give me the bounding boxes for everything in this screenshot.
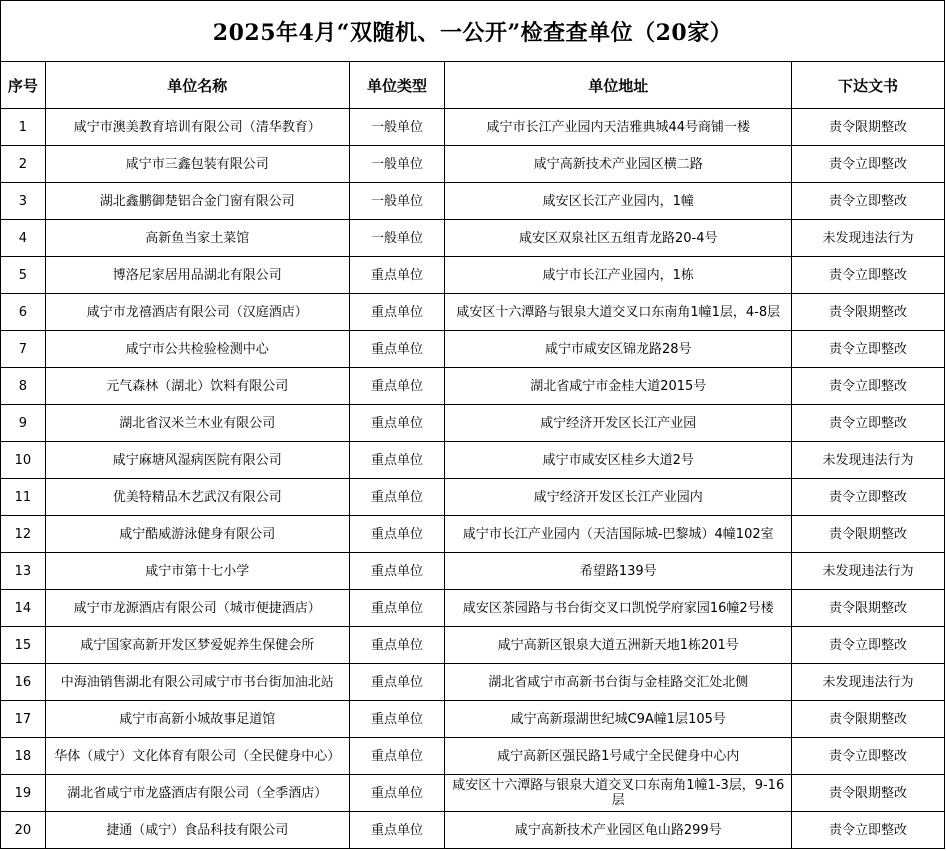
cell-unit-type: 重点单位 [349,257,445,294]
cell-unit-type: 一般单位 [349,146,445,183]
table-row [1,516,945,553]
cell-unit-type: 重点单位 [349,664,445,701]
cell-no: 10 [1,442,46,479]
cell-document: 责令立即整改 [792,479,945,516]
cell-document: 责令限期整改 [792,775,945,812]
table-row [1,294,945,331]
cell-unit-type: 一般单位 [349,183,445,220]
header-name: 单位名称 [45,62,349,109]
table-row [1,368,945,405]
cell-unit-type: 一般单位 [349,220,445,257]
cell-document: 责令立即整改 [792,257,945,294]
table-row [1,220,945,257]
cell-no: 9 [1,405,46,442]
cell-unit-type: 重点单位 [349,590,445,627]
cell-unit-type: 一般单位 [349,109,445,146]
title-row [1,1,945,62]
cell-document: 责令立即整改 [792,627,945,664]
table-row [1,553,945,590]
cell-document: 未发现违法行为 [792,553,945,590]
cell-no: 12 [1,516,46,553]
table-row [1,590,945,627]
cell-address: 咸宁高新技术产业园区横二路 [445,146,792,183]
cell-address: 咸宁市咸安区锦龙路28号 [445,331,792,368]
cell-unit-type: 重点单位 [349,812,445,849]
table-row [1,812,945,849]
cell-address: 希望路139号 [445,553,792,590]
cell-no: 4 [1,220,46,257]
cell-unit-name: 优美特精品木艺武汉有限公司 [45,479,349,516]
cell-unit-name: 中海油销售湖北有限公司咸宁市书台街加油北站 [45,664,349,701]
cell-address: 咸安区十六潭路与银泉大道交叉口东南角1幢1-3层，9-16层 [445,775,792,812]
cell-address: 湖北省咸宁市高新书台街与金桂路交汇处北侧 [445,664,792,701]
header-row [1,62,945,109]
cell-document: 责令限期整改 [792,590,945,627]
cell-no: 13 [1,553,46,590]
cell-address: 咸宁经济开发区长江产业园 [445,405,792,442]
cell-unit-name: 咸宁市公共检验检测中心 [45,331,349,368]
cell-unit-name: 咸宁酷威游泳健身有限公司 [45,516,349,553]
cell-address: 咸宁市咸安区桂乡大道2号 [445,442,792,479]
cell-address: 湖北省咸宁市金桂大道2015号 [445,368,792,405]
cell-unit-name: 咸宁市澳美教育培训有限公司（清华教育） [45,109,349,146]
cell-document: 责令立即整改 [792,183,945,220]
table-row [1,183,945,220]
cell-document: 责令立即整改 [792,405,945,442]
cell-address: 咸宁高新区银泉大道五洲新天地1栋201号 [445,627,792,664]
cell-address: 咸安区双泉社区五组青龙路20-4号 [445,220,792,257]
cell-document: 责令限期整改 [792,701,945,738]
cell-document: 未发现违法行为 [792,442,945,479]
cell-unit-type: 重点单位 [349,775,445,812]
table-row [1,257,945,294]
cell-no: 8 [1,368,46,405]
cell-unit-name: 咸宁市龙源酒店有限公司（城市便捷酒店） [45,590,349,627]
cell-address: 咸安区茶园路与书台街交叉口凯悦学府家园16幢2号楼 [445,590,792,627]
cell-no: 5 [1,257,46,294]
cell-no: 2 [1,146,46,183]
table-row [1,331,945,368]
table-row [1,405,945,442]
cell-no: 20 [1,812,46,849]
cell-unit-name: 元气森林（湖北）饮料有限公司 [45,368,349,405]
cell-address: 咸安区长江产业园内，1幢 [445,183,792,220]
cell-unit-name: 华体（咸宁）文化体育有限公司（全民健身中心） [45,738,349,775]
cell-unit-type: 重点单位 [349,405,445,442]
cell-no: 15 [1,627,46,664]
table-body [1,109,945,849]
cell-unit-name: 湖北省咸宁市龙盛酒店有限公司（全季酒店） [45,775,349,812]
header-address: 单位地址 [445,62,792,109]
cell-unit-name: 咸宁市第十七小学 [45,553,349,590]
cell-no: 17 [1,701,46,738]
cell-unit-name: 咸宁市龙禧酒店有限公司（汉庭酒店） [45,294,349,331]
cell-document: 责令限期整改 [792,516,945,553]
cell-unit-type: 重点单位 [349,701,445,738]
cell-unit-type: 重点单位 [349,516,445,553]
cell-document: 责令限期整改 [792,109,945,146]
cell-address: 咸宁高新璟湖世纪城C9A幢1层105号 [445,701,792,738]
cell-unit-type: 重点单位 [349,553,445,590]
header-no: 序号 [1,62,46,109]
header-document: 下达文书 [792,62,945,109]
cell-unit-name: 博洛尼家居用品湖北有限公司 [45,257,349,294]
cell-document: 责令立即整改 [792,812,945,849]
cell-unit-name: 咸宁市高新小城故事足道馆 [45,701,349,738]
cell-no: 19 [1,775,46,812]
cell-address: 咸宁经济开发区长江产业园内 [445,479,792,516]
table-row [1,109,945,146]
table-row [1,479,945,516]
cell-address: 咸宁市长江产业园内天洁雅典城44号商铺一楼 [445,109,792,146]
cell-address: 咸宁高新技术产业园区龟山路299号 [445,812,792,849]
cell-unit-name: 咸宁市三鑫包装有限公司 [45,146,349,183]
cell-unit-name: 咸宁麻塘风湿病医院有限公司 [45,442,349,479]
cell-document: 未发现违法行为 [792,664,945,701]
cell-unit-type: 重点单位 [349,331,445,368]
cell-no: 18 [1,738,46,775]
cell-unit-type: 重点单位 [349,738,445,775]
header-type: 单位类型 [349,62,445,109]
cell-unit-type: 重点单位 [349,442,445,479]
cell-no: 11 [1,479,46,516]
cell-unit-type: 重点单位 [349,479,445,516]
cell-address: 咸安区十六潭路与银泉大道交叉口东南角1幢1层，4-8层 [445,294,792,331]
cell-document: 未发现违法行为 [792,220,945,257]
cell-document: 责令立即整改 [792,331,945,368]
cell-unit-name: 捷通（咸宁）食品科技有限公司 [45,812,349,849]
cell-no: 14 [1,590,46,627]
cell-document: 责令立即整改 [792,738,945,775]
table-row [1,701,945,738]
table-row [1,775,945,812]
cell-unit-type: 重点单位 [349,368,445,405]
cell-unit-type: 重点单位 [349,627,445,664]
cell-no: 3 [1,183,46,220]
cell-unit-name: 咸宁国家高新开发区梦爱妮养生保健会所 [45,627,349,664]
cell-address: 咸宁市长江产业园内，1栋 [445,257,792,294]
table-row [1,738,945,775]
page-title: 2025年4月“双随机、一公开”检查查单位（20家） [1,1,945,62]
cell-document: 责令限期整改 [792,294,945,331]
cell-address: 咸宁高新区强民路1号咸宁全民健身中心内 [445,738,792,775]
cell-no: 1 [1,109,46,146]
table-row [1,442,945,479]
table-row [1,627,945,664]
cell-document: 责令立即整改 [792,146,945,183]
table-row [1,664,945,701]
cell-address: 咸宁市长江产业园内（天洁国际城-巴黎城）4幢102室 [445,516,792,553]
cell-unit-type: 重点单位 [349,294,445,331]
cell-document: 责令立即整改 [792,368,945,405]
cell-unit-name: 湖北鑫鹏御楚铝合金门窗有限公司 [45,183,349,220]
cell-unit-name: 湖北省汉米兰木业有限公司 [45,405,349,442]
cell-no: 16 [1,664,46,701]
cell-no: 7 [1,331,46,368]
cell-no: 6 [1,294,46,331]
cell-unit-name: 高新鱼当家土菜馆 [45,220,349,257]
table-row [1,146,945,183]
